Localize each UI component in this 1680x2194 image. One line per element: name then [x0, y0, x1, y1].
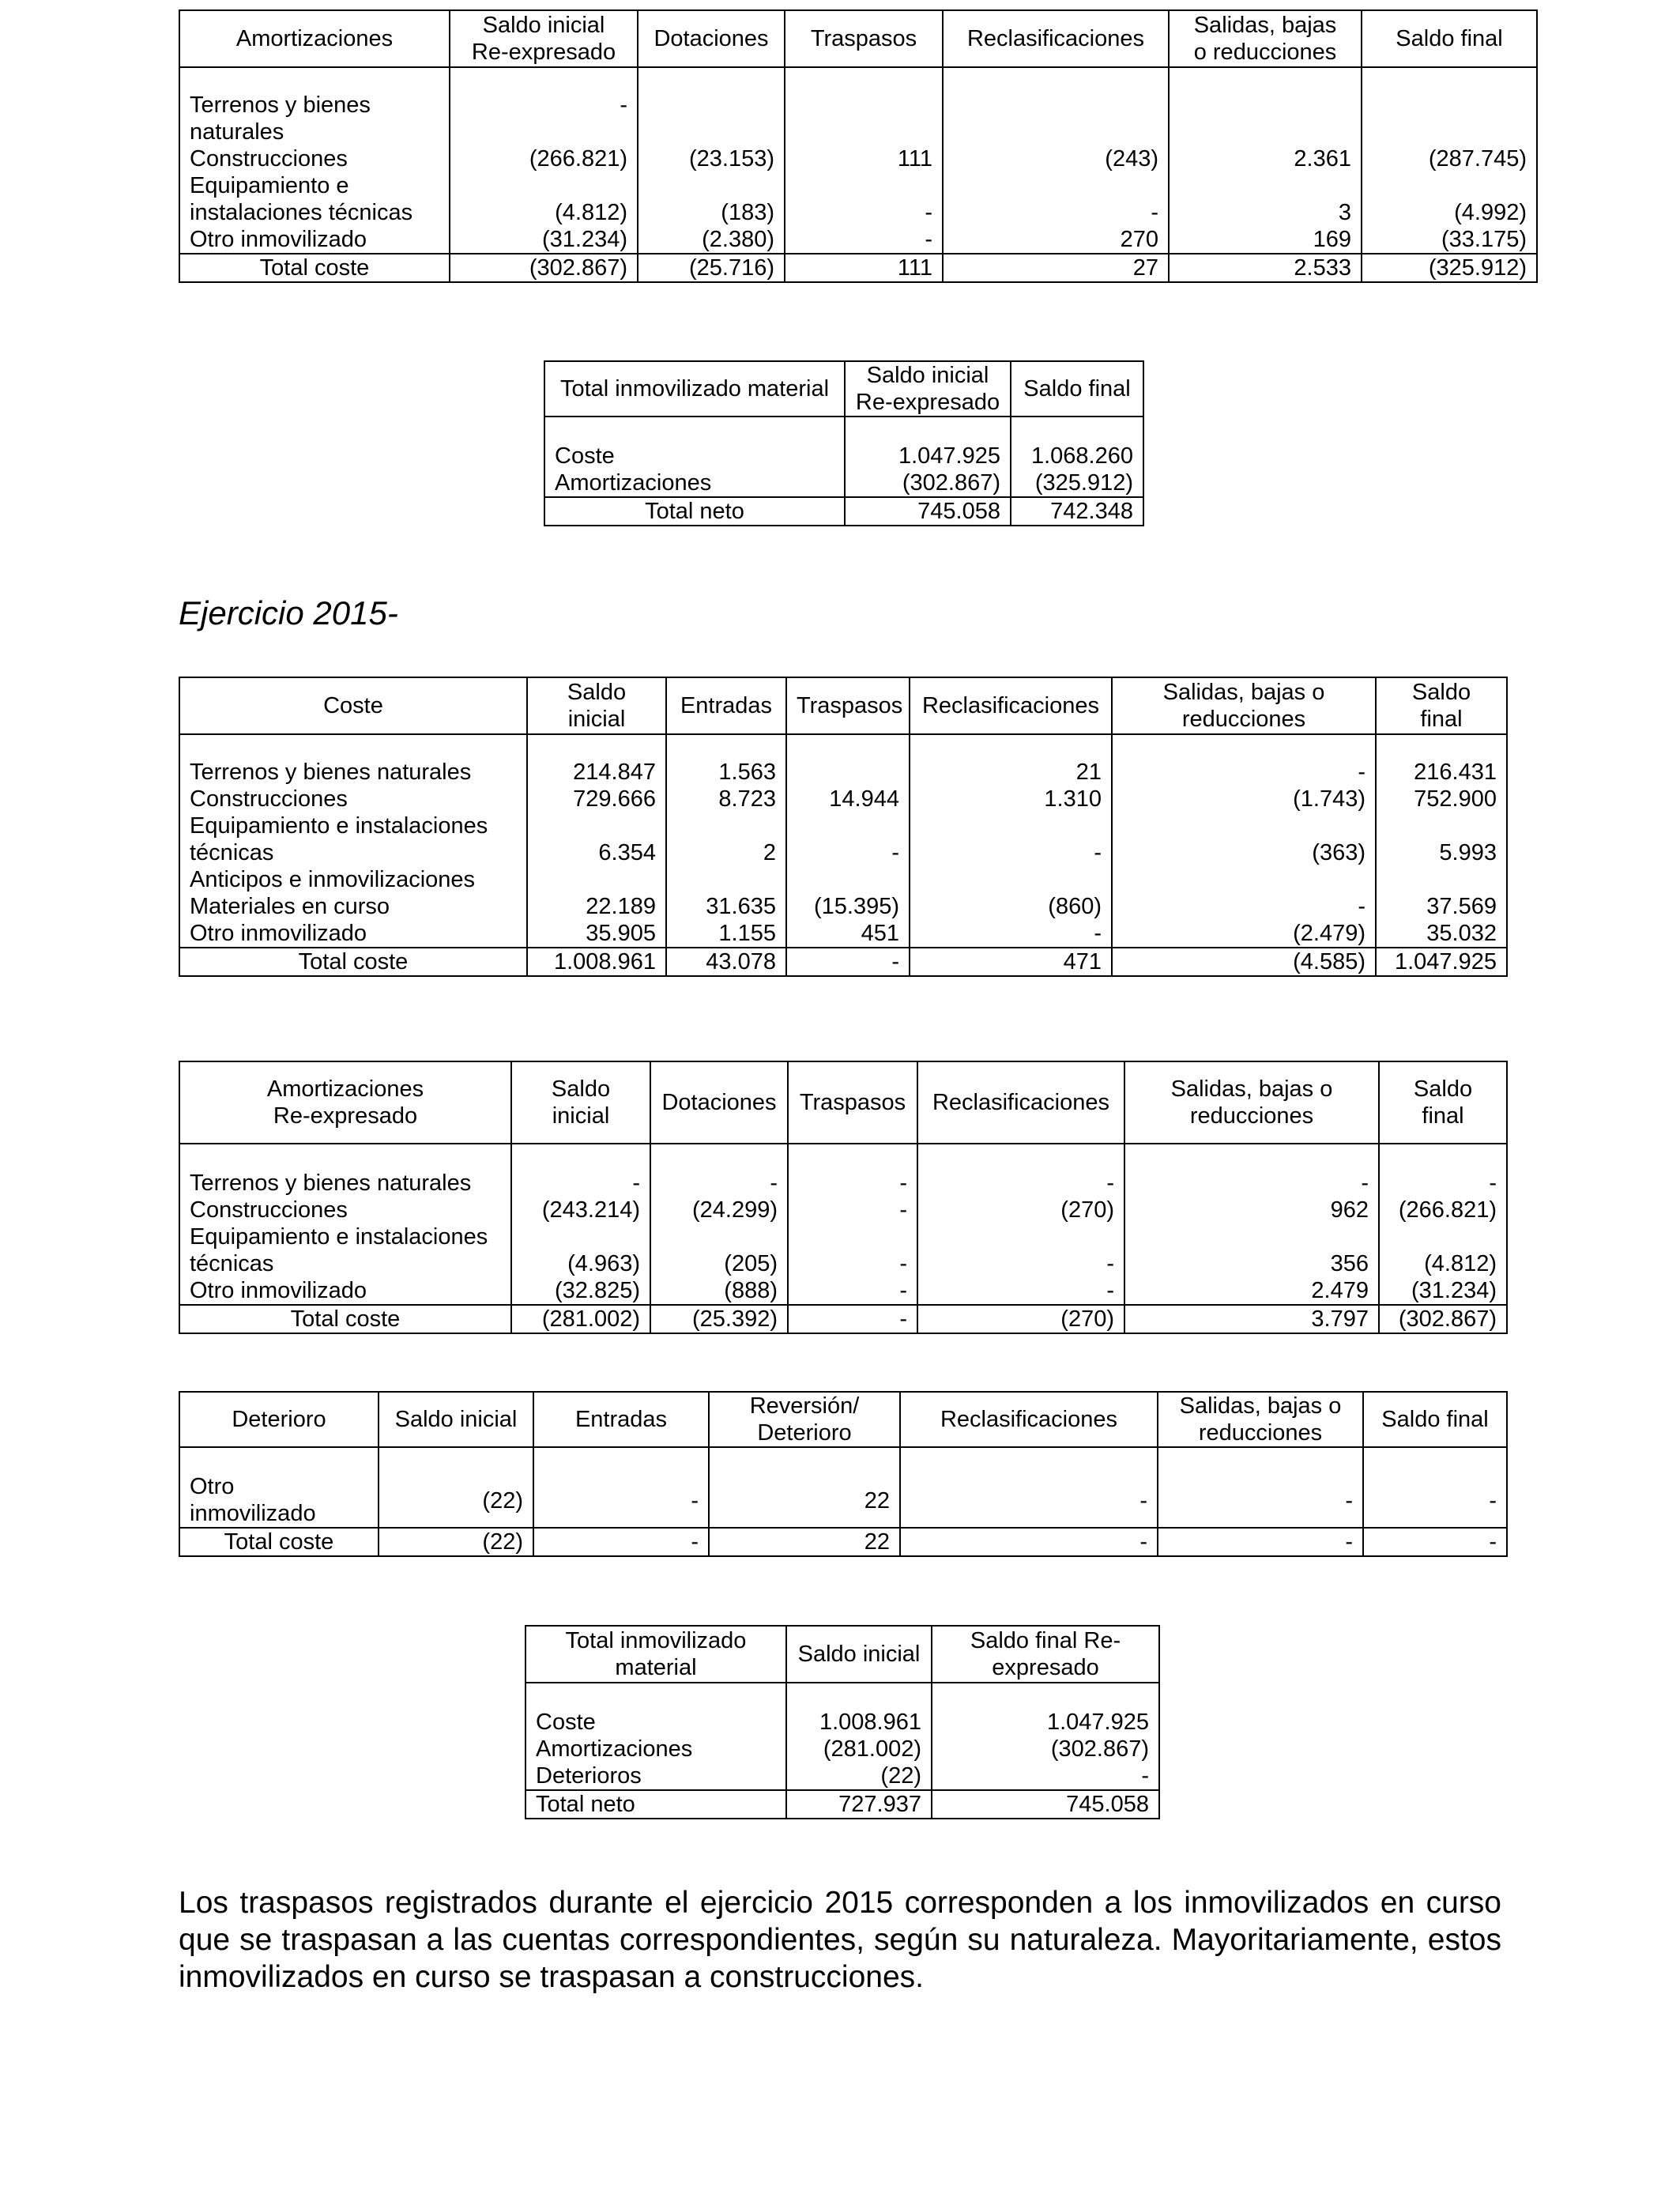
- total-value: -: [533, 1528, 709, 1556]
- total-value: (25.716): [638, 254, 785, 282]
- values-column: 2.361 3 169: [1169, 67, 1362, 254]
- values-column: -: [1363, 1447, 1507, 1528]
- table-body: [179, 67, 1537, 254]
- total-value: -: [1158, 1528, 1363, 1556]
- values-column: - (24.299) (205) (888): [650, 1144, 788, 1305]
- col-header: Traspasos: [788, 1061, 917, 1144]
- total-row: [179, 948, 1507, 976]
- row-labels: Coste Amortizaciones Deterioros: [525, 1683, 786, 1790]
- col-header: Saldo final Re- expresado: [932, 1626, 1159, 1683]
- values-column: (22): [379, 1447, 533, 1528]
- total-value: (25.392): [650, 1305, 788, 1333]
- table-body: [179, 734, 1507, 948]
- total-value: (4.585): [1112, 948, 1376, 976]
- col-header: Amortizaciones: [179, 10, 450, 67]
- values-column: 1.008.961 (281.002) (22): [786, 1683, 932, 1790]
- values-column: -: [900, 1447, 1158, 1528]
- year-heading: Ejercicio 2015-: [179, 594, 398, 631]
- total-value: 111: [785, 254, 943, 282]
- total-value: -: [788, 1305, 917, 1333]
- col-header: Traspasos: [785, 10, 943, 67]
- row-labels: Otro inmovilizado: [179, 1447, 379, 1528]
- header-row: [544, 361, 1143, 417]
- values-column: 214.847 729.666 6.354 22.189 35.905: [527, 734, 666, 948]
- header-row: [179, 1061, 1507, 1144]
- col-header: Reclasificaciones: [917, 1061, 1124, 1144]
- col-header: Salidas, bajas o reducciones: [1169, 10, 1362, 67]
- row-labels: Terrenos y bienes naturales Construcciones Equipamiento e instalaciones técnicas Anticipos e inmovilizaciones Materiales en curso Otro inmovilizado: [179, 734, 527, 948]
- total-label: Total neto: [525, 1790, 786, 1819]
- values-column: 1.563 8.723 2 31.635 1.155: [666, 734, 786, 948]
- col-header: Salidas, bajas o reducciones: [1112, 677, 1376, 734]
- note-paragraph: Los traspasos registrados durante el ejercicio 2015 corresponden a los inmovilizados en curso que se traspasan a las cuentas correspondientes, según su naturaleza. Mayoritariamente, estos inmovilizados en curso se traspasan a construcciones.: [179, 1886, 1501, 1994]
- total-value: 22: [709, 1528, 900, 1556]
- row-labels: Terrenos y bienes naturales Construcciones Equipamiento e instalaciones técnicas Otro inmovilizado: [179, 1144, 511, 1305]
- total-value: (270): [917, 1305, 1124, 1333]
- amortizaciones-table-2015: [179, 1061, 1508, 1334]
- total-inmovilizado-table-2016: [544, 360, 1144, 526]
- total-value: 742.348: [1011, 497, 1143, 526]
- total-value: -: [900, 1528, 1158, 1556]
- col-header: Saldo inicial: [511, 1061, 650, 1144]
- col-header: Saldo inicial Re-expresado: [845, 361, 1011, 417]
- total-value: 745.058: [932, 1790, 1159, 1819]
- total-label: Total neto: [544, 497, 845, 526]
- total-label: Total coste: [179, 1528, 379, 1556]
- values-column: - (1.743) (363) - (2.479): [1112, 734, 1376, 948]
- total-label: Total coste: [179, 948, 527, 976]
- total-value: 727.937: [786, 1790, 932, 1819]
- col-header: Salidas, bajas o reducciones: [1158, 1392, 1363, 1447]
- values-column: - (270) - -: [917, 1144, 1124, 1305]
- col-header: Saldo inicial: [379, 1392, 533, 1447]
- table-body: [525, 1683, 1159, 1790]
- values-column: - 962 356 2.479: [1124, 1144, 1379, 1305]
- coste-table-2015: [179, 677, 1508, 977]
- col-header: Dotaciones: [650, 1061, 788, 1144]
- values-column: 1.047.925 (302.867) -: [932, 1683, 1159, 1790]
- values-column: -: [1158, 1447, 1363, 1528]
- total-value: (325.912): [1362, 254, 1537, 282]
- values-column: 1.047.925 (302.867): [845, 417, 1011, 497]
- total-row: [179, 1528, 1507, 1556]
- total-value: (302.867): [1379, 1305, 1507, 1333]
- col-header: Total inmovilizado material: [525, 1626, 786, 1683]
- col-header: Reclasificaciones: [943, 10, 1169, 67]
- values-column: -: [533, 1447, 709, 1528]
- header-row: [525, 1626, 1159, 1683]
- total-value: 2.533: [1169, 254, 1362, 282]
- col-header: Saldo final: [1376, 677, 1507, 734]
- header-row: [179, 677, 1507, 734]
- col-header: Saldo inicial Re-expresado: [450, 10, 638, 67]
- values-column: - (243.214) (4.963) (32.825): [511, 1144, 650, 1305]
- total-value: -: [786, 948, 910, 976]
- total-value: (281.002): [511, 1305, 650, 1333]
- col-header: Saldo inicial: [527, 677, 666, 734]
- deterioro-table-2015: [179, 1391, 1508, 1557]
- col-header: Traspasos: [786, 677, 910, 734]
- values-column: 22: [709, 1447, 900, 1528]
- values-column: (243) - 270: [943, 67, 1169, 254]
- values-column: (23.153) (183) (2.380): [638, 67, 785, 254]
- total-value: 1.047.925: [1376, 948, 1507, 976]
- col-header: Amortizaciones Re-expresado: [179, 1061, 511, 1144]
- values-column: (287.745) (4.992) (33.175): [1362, 67, 1537, 254]
- total-row: [179, 254, 1537, 282]
- table-body: [179, 1447, 1507, 1528]
- total-row: [179, 1305, 1507, 1333]
- total-value: 745.058: [845, 497, 1011, 526]
- table-body: [179, 1144, 1507, 1305]
- total-value: 471: [910, 948, 1112, 976]
- total-value: 1.008.961: [527, 948, 666, 976]
- col-header: Saldo final: [1011, 361, 1143, 417]
- col-header: Total inmovilizado material: [544, 361, 845, 417]
- values-column: 216.431 752.900 5.993 37.569 35.032: [1376, 734, 1507, 948]
- total-value: (22): [379, 1528, 533, 1556]
- col-header: Entradas: [666, 677, 786, 734]
- total-inmovilizado-table-2015: [525, 1625, 1160, 1819]
- col-header: Entradas: [533, 1392, 709, 1447]
- col-header: Salidas, bajas o reducciones: [1124, 1061, 1379, 1144]
- total-value: (302.867): [450, 254, 638, 282]
- total-label: Total coste: [179, 1305, 511, 1333]
- values-column: - (266.821) (4.812) (31.234): [450, 67, 638, 254]
- total-value: 43.078: [666, 948, 786, 976]
- col-header: Saldo inicial: [786, 1626, 932, 1683]
- table-body: [544, 417, 1143, 497]
- col-header: Dotaciones: [638, 10, 785, 67]
- values-column: - - - -: [788, 1144, 917, 1305]
- col-header: Reclasificaciones: [900, 1392, 1158, 1447]
- values-column: 14.944 - (15.395) 451: [786, 734, 910, 948]
- values-column: - (266.821) (4.812) (31.234): [1379, 1144, 1507, 1305]
- row-labels: Coste Amortizaciones: [544, 417, 845, 497]
- total-value: -: [1363, 1528, 1507, 1556]
- header-row: [179, 1392, 1507, 1447]
- col-header: Saldo final: [1363, 1392, 1507, 1447]
- values-column: 21 1.310 - (860) -: [910, 734, 1112, 948]
- total-value: 3.797: [1124, 1305, 1379, 1333]
- total-value: 27: [943, 254, 1169, 282]
- col-header: Saldo final: [1379, 1061, 1507, 1144]
- row-labels: Terrenos y bienes naturales Construcciones Equipamiento e instalaciones técnicas Otro inmovilizado: [179, 67, 450, 254]
- values-column: 1.068.260 (325.912): [1011, 417, 1143, 497]
- values-column: 111 - -: [785, 67, 943, 254]
- header-row: [179, 10, 1537, 67]
- col-header: Reversión/ Deterioro: [709, 1392, 900, 1447]
- col-header: Saldo final: [1362, 10, 1537, 67]
- total-row: [525, 1790, 1159, 1819]
- col-header: Coste: [179, 677, 527, 734]
- amortizaciones-table-2016: [179, 9, 1538, 283]
- col-header: Reclasificaciones: [910, 677, 1112, 734]
- col-header: Deterioro: [179, 1392, 379, 1447]
- total-row: [544, 497, 1143, 526]
- total-label: Total coste: [179, 254, 450, 282]
